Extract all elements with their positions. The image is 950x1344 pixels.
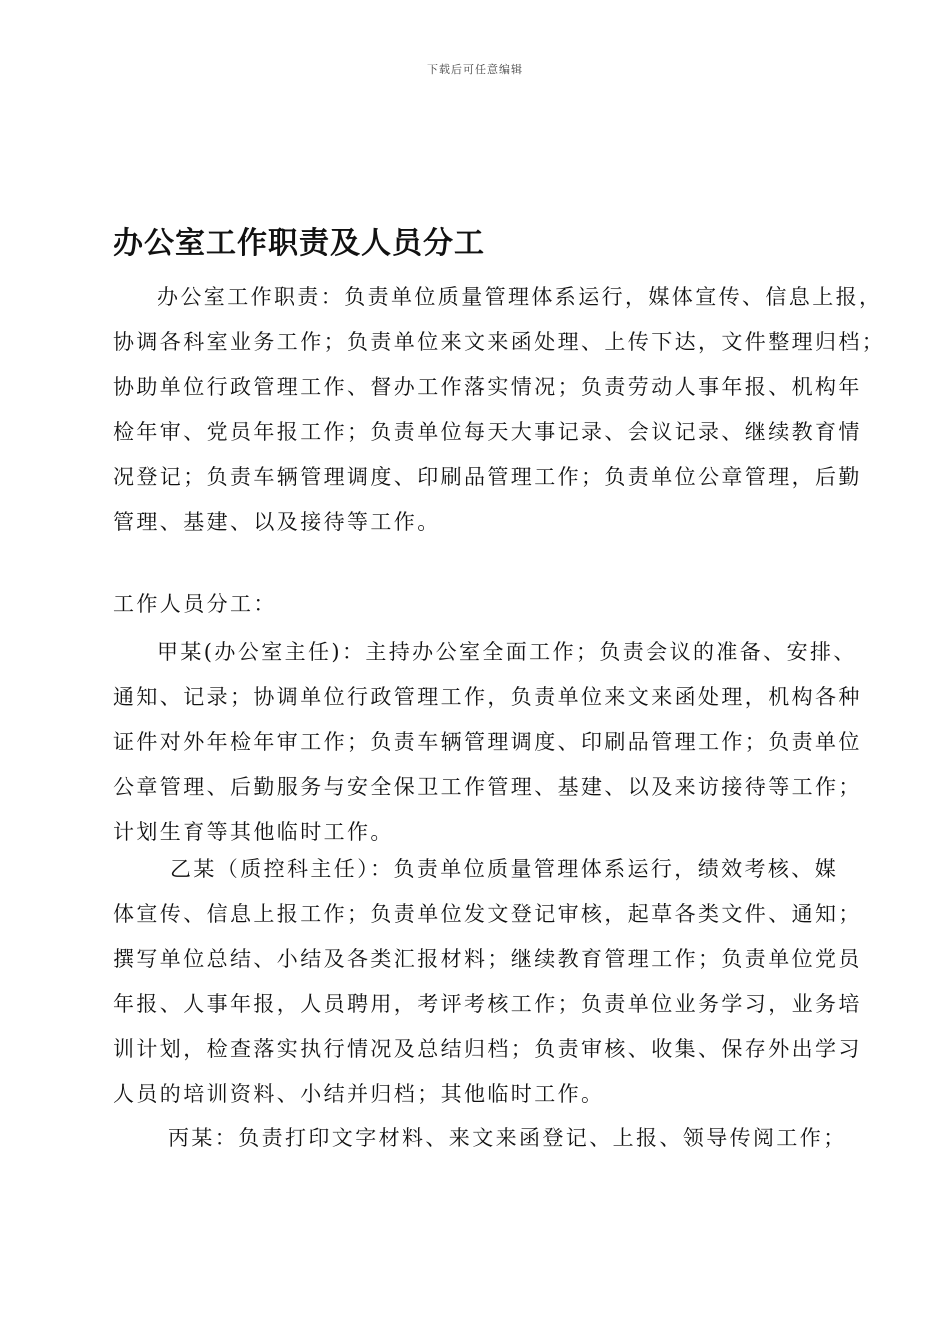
- person-a-line: 通知、记录；协调单位行政管理工作，负责单位来文来函处理，机构各种: [113, 685, 862, 709]
- person-a-line: 计划生育等其他临时工作。: [113, 820, 394, 844]
- document-title: 办公室工作职责及人员分工: [113, 226, 485, 261]
- person-a-line: 证件对外年检年审工作；负责车辆管理调度、印刷品管理工作；负责单位: [113, 730, 862, 754]
- person-a-line: 公章管理、后勤服务与安全保卫工作管理、基建、以及来访接待等工作；: [113, 775, 862, 799]
- person-b-line: 乙某（质控科主任）：负责单位质量管理体系运行，绩效考核、媒: [170, 857, 839, 881]
- duties-line: 况登记；负责车辆管理调度、印刷品管理工作；负责单位公章管理，后勤: [113, 465, 862, 489]
- person-b-paragraph: [113, 847, 862, 1117]
- duties-line: 检年审、党员年报工作；负责单位每天大事记录、会议记录、继续教育情: [113, 420, 862, 444]
- office-duties-paragraph: [113, 275, 886, 545]
- staff-heading-text: 工作人员分工：: [113, 592, 277, 616]
- person-b-line: 体宣传、信息上报工作；负责单位发文登记审核，起草各类文件、通知；: [113, 902, 862, 926]
- duties-line: 协调各科室业务工作；负责单位来文来函处理、上传下达，文件整理归档；: [113, 330, 886, 354]
- duties-line: 协助单位行政管理工作、督办工作落实情况；负责劳动人事年报、机构年: [113, 375, 862, 399]
- person-b-line: 年报、人事年报，人员聘用，考评考核工作；负责单位业务学习，业务培: [113, 992, 862, 1016]
- person-a-line: 甲某(办公室主任)：主持办公室全面工作；负责会议的准备、安排、: [157, 640, 857, 664]
- staff-assignment-heading: [113, 582, 848, 627]
- person-a-paragraph: [113, 630, 862, 855]
- person-b-line: 人员的培训资料、小结并归档；其他临时工作。: [113, 1082, 605, 1106]
- person-b-line: 训计划，检查落实执行情况及总结归档；负责审核、收集、保存外出学习: [113, 1037, 862, 1061]
- person-c-paragraph: [113, 1116, 848, 1161]
- duties-line: 办公室工作职责：负责单位质量管理体系运行，媒体宣传、信息上报，: [157, 285, 883, 309]
- person-c-line: 丙某：负责打印文字材料、来文来函登记、上报、领导传阅工作；: [168, 1126, 847, 1150]
- duties-line: 管理、基建、以及接待等工作。: [113, 510, 441, 534]
- person-b-line: 撰写单位总结、小结及各类汇报材料；继续教育管理工作；负责单位党员: [113, 947, 862, 971]
- page-header-note: 下载后可任意编辑: [427, 63, 523, 76]
